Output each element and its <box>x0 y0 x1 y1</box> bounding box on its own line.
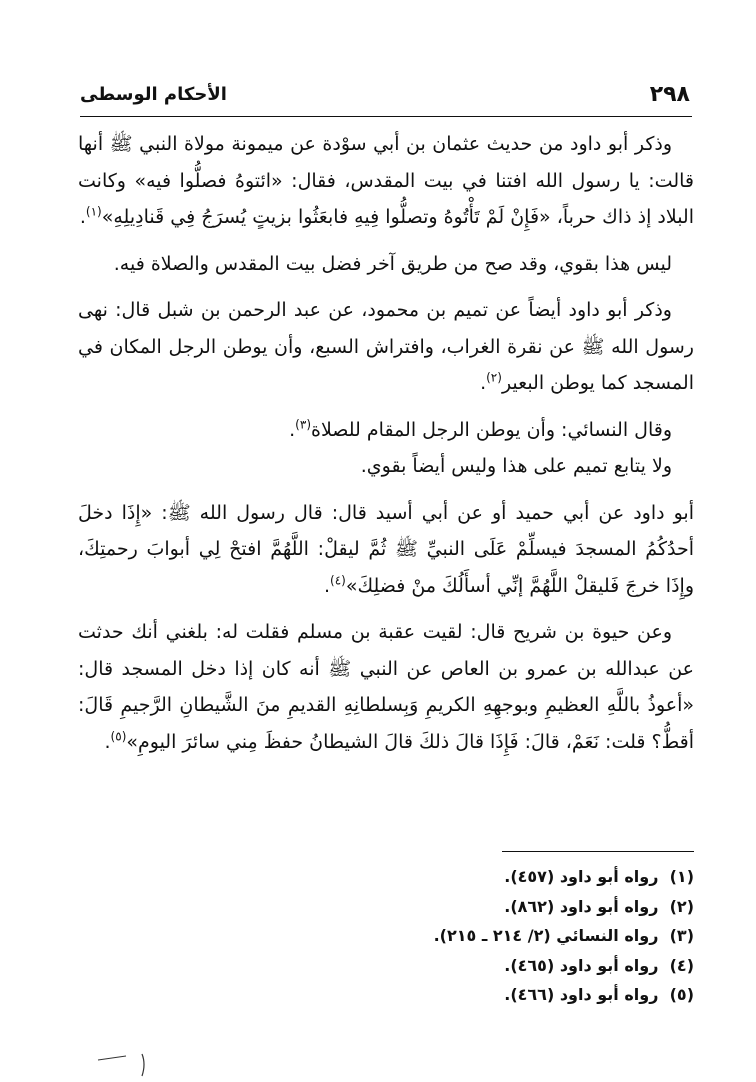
paragraph-2: ليس هذا بقوي، وقد صح من طريق آخر فضل بيت المقدس والصلاة فيه. <box>113 252 672 275</box>
footnote-number: (٣) <box>669 926 694 945</box>
footnote-ref-3: (٣) <box>295 417 311 432</box>
footnote-text: رواه أبو داود (٤٥٧). <box>504 867 659 886</box>
footnote-number: (٢) <box>669 896 694 916</box>
footnote-divider <box>502 851 694 852</box>
paragraph-6: أبو داود عن أبي حميد أو عن أبي أسيد قال: قال رسول الله ﷺ: «إِذَا دخلَ أحدُكُمُ المسجدَ فيسلِّمْ عَلَى النبيِّ ﷺ ثُمَّ ليقلْ: اللَّهُمَّ افتحْ لِي أبوابَ رحمتِكَ، وإِذَا خرجَ فَليقلْ اللَّهُمَّ إنِّي أسأَلُكَ منْ فضلِكَ»$^{(٤)}$. <box>78 501 694 597</box>
paragraph-1: وذكر أبو داود من حديث عثمان بن أبي سوْدة عن ميمونة مولاة النبي ﷺ أنها قالت: يا رسول الله افتنا في بيت المقدس، فقال: «ائتوهُ فصلُّوا فيه» وكانت البلاد إذ ذاك حرباً، «فَإِنْ لَمْ تَأْتُوهُ وتصلُّوا فِيهِ فابعَثُوا بزيتٍ يُسرَجُ فِي قَنادِيلِهِ»$^{(١)}$. <box>78 133 694 228</box>
footnote-text: رواه النسائي (٢/ ٢١٤ ـ ٢١٥). <box>433 926 659 945</box>
footnote-2 <box>274 892 694 922</box>
footnote-text: رواه أبو داود (٨٦٢). <box>504 896 659 916</box>
paragraph-5: ولا يتابع تميم على هذا وليس أيضاً بقوي. <box>360 455 672 477</box>
main-text <box>78 126 694 770</box>
page-header <box>80 80 690 116</box>
footnote-ref-5: (٥) <box>110 729 127 744</box>
header-divider <box>80 116 692 117</box>
paragraph-3: وذكر أبو داود أيضاً عن تميم بن محمود، عن عبد الرحمن بن شبل قال: نهى رسول الله ﷺ عن نقرة الغراب، وافتراش السبع، وأن يوطن الرجل المكان في المسجد كما يوطن البعير$^{(٢)}$. <box>78 299 694 394</box>
page-number: ٢٩٨ <box>649 82 690 107</box>
footnote-number: (١) <box>669 867 694 886</box>
pencil-mark <box>96 1050 166 1080</box>
footnote-ref-1: (١) <box>85 204 102 219</box>
footnote-text: رواه أبو داود (٤٦٦). <box>504 985 659 1004</box>
footnote-text: رواه أبو داود (٤٦٥). <box>504 955 659 975</box>
paragraph-7: وعن حيوة بن شريح قال: لقيت عقبة بن مسلم فقلت له: بلغني أنك حدثت عن عبدالله بن عمرو بن العاص عن النبي ﷺ أنه كان إذا دخل المسجد قال: «أعوذُ باللَّهِ العظيمِ وبوجهِهِ الكريمِ وَبِسلطانِهِ القديمِ منَ الشَّيطانِ الرَّجيمِ قَالَ: أقطُّ؟ قلت: نَعَمْ، قالَ: فَإِذَا قالَ ذلكَ قالَ الشيطانُ حفظَ مِني سائرَ اليومِ»$^{(٥)}$. <box>78 621 694 753</box>
footnote-4 <box>274 951 694 981</box>
footnote-1 <box>274 862 694 892</box>
footnote-3 <box>274 921 694 951</box>
footnotes <box>274 862 694 1010</box>
footnote-number: (٥) <box>669 985 694 1004</box>
footnote-ref-4: (٤) <box>330 573 346 588</box>
footnote-ref-2: (٢) <box>486 370 502 385</box>
paragraph-4: وقال النسائي: وأن يوطن الرجل المقام للصلاة$^{(٣)}$. <box>289 417 672 441</box>
footnote-number: (٤) <box>669 955 694 975</box>
footnote-5 <box>274 980 694 1010</box>
running-title: الأحكام الوسطى <box>80 84 227 105</box>
